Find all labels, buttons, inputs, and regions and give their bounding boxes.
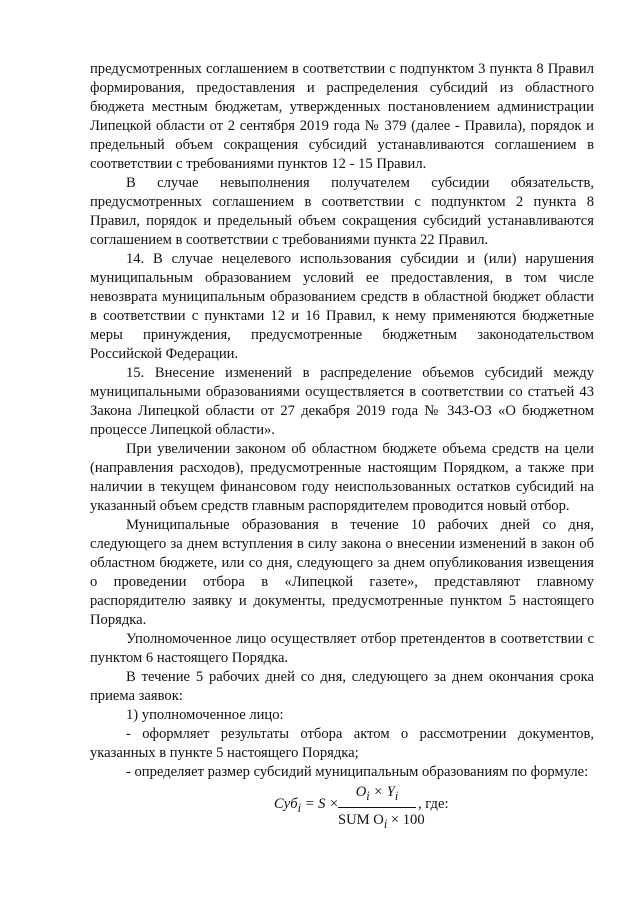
formula-lhs: Суб$_i$ = S × bbox=[274, 796, 339, 815]
paragraph: - определяет размер субсидий муниципальным образованиям по формуле: bbox=[126, 764, 589, 780]
paragraph: предусмотренных соглашением в соответствии с подпунктом 3 пункта 8 Правил формирования, предоставления и распределения субсидий из областного бюджета местным бюджетам, утвержденных постановлением администрации Липецкой области от 2 сентября 2019 года № 379 (далее - Правила), порядок и предельный объем сокращения субсидий устанавливаются соглашением в соответствии с требованиями пунктов 12 - 15 Правил. bbox=[90, 61, 594, 172]
paragraph: - оформляет результаты отбора актом о рассмотрении документов, указанных в пункте 5 настоящего Порядка; bbox=[90, 726, 594, 761]
paragraph: В случае невыполнения получателем субсидии обязательств, предусмотренных соглашением в соответствии с подпунктом 2 пункта 8 Правил, порядок и предельный объем сокращения субсидий устанавливаются соглашением в соответствии с требованиями пункта 22 Правил. bbox=[90, 175, 594, 248]
formula-fraction bbox=[338, 782, 425, 834]
paragraph: Муниципальные образования в течение 10 рабочих дней со дня, следующего за днем вступления в силу закона о внесении изменений в закон об областном бюджете, или со дня, следующего за днем опубликования извещения о проведении отбора в «Липецкой газете», представляют главному распорядителю заявку и документы, предусмотренные пунктом 5 настоящего Порядка. bbox=[90, 517, 594, 628]
paragraph: 1) уполномоченное лицо: bbox=[126, 707, 284, 723]
paragraph: 15. Внесение изменений в распределение объемов субсидий между муниципальными образованиями осуществляется в соответствии со статьей 43 Закона Липецкой области от 27 декабря 2019 года № 343-ОЗ «О бюджетном процессе Липецкой области». bbox=[90, 365, 594, 438]
document-body bbox=[90, 60, 594, 782]
formula-denominator: SUM $O_i \times 100$ bbox=[338, 811, 425, 831]
formula-tail: , где: bbox=[418, 796, 449, 812]
paragraph: 14. В случае нецелевого использования субсидии и (или) нарушения муниципальным образованием условий ее предоставления, в том числе невозврата муниципальным образованием средств в областной бюджет области в соответствии с пунктами 12 и 16 Правил, к нему применяются бюджетные меры принуждения, предусмотренные бюджетным законодательством Российской Федерации. bbox=[90, 251, 594, 362]
paragraph: В течение 5 рабочих дней со дня, следующего за днем окончания срока приема заявок: bbox=[90, 669, 594, 704]
formula-numerator: $O_i \times Y_i$ bbox=[355, 784, 399, 803]
fraction-bar bbox=[338, 807, 416, 808]
paragraph: При увеличении законом об областном бюджете объема средств на цели (направления расходов), предусмотренные настоящим Порядком, а также при наличии в текущем финансовом году неиспользованных остатков субсидий на указанный объем средств главным распорядителем проводится новый отбор. bbox=[90, 441, 594, 514]
paragraph: Уполномоченное лицо осуществляет отбор претендентов в соответствии с пунктом 6 настоящего Порядка. bbox=[90, 631, 594, 666]
